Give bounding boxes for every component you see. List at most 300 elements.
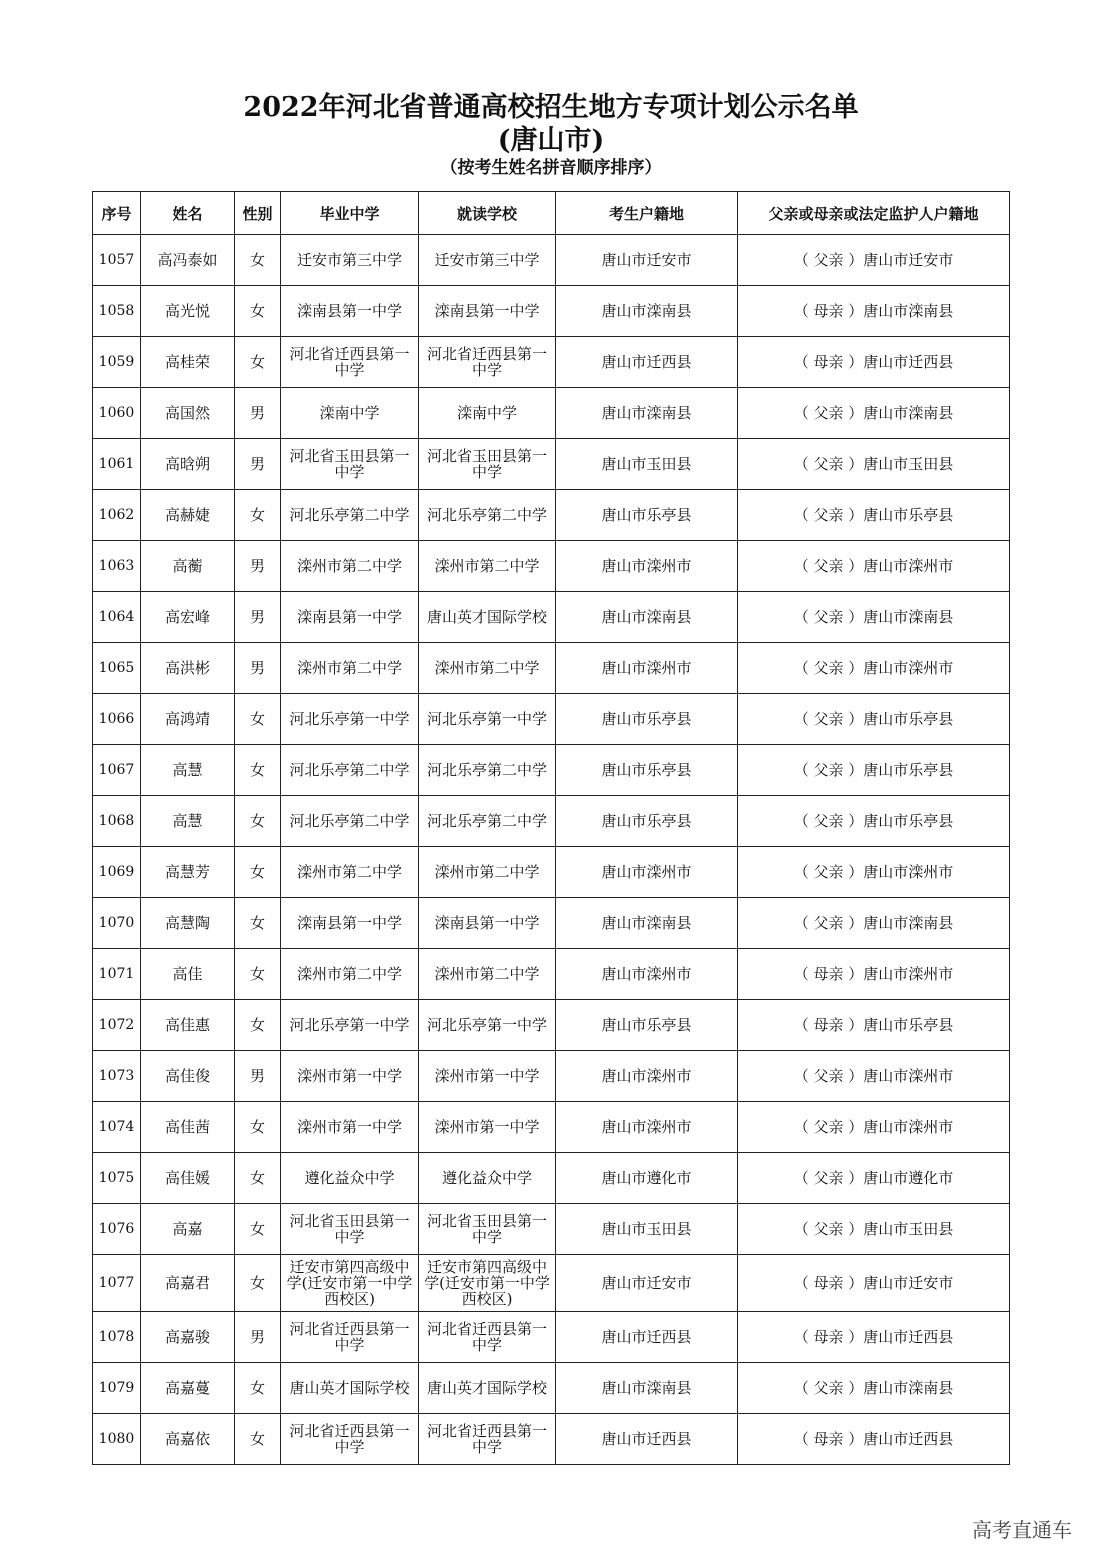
table-row (93, 1000, 1010, 1051)
guardian-residence: 唐山市滦南县 (863, 1379, 954, 1397)
cell-study-school: 河北乐亭第二中学 (419, 490, 556, 541)
guardian-relation: 母亲 (813, 1430, 844, 1448)
guardian-relation: 母亲 (813, 353, 844, 371)
guardian-residence: 唐山市迁西县 (863, 353, 954, 371)
cell-residence: 唐山市迁西县 (556, 337, 738, 388)
cell-no: 1060 (93, 388, 141, 439)
paren-close: ） (843, 710, 864, 728)
paren-open: （ (793, 455, 814, 473)
cell-gender: 女 (235, 949, 281, 1000)
cell-no: 1080 (93, 1414, 141, 1465)
paren-open: （ (793, 1118, 814, 1136)
cell-grad-school: 河北乐亭第一中学 (281, 694, 419, 745)
cell-guardian-residence (738, 541, 1010, 592)
guardian-relation: 父亲 (813, 1220, 844, 1238)
cell-gender: 男 (235, 1051, 281, 1102)
paren-open: （ (793, 965, 814, 983)
cell-study-school: 河北省迁西县第一中学 (419, 1414, 556, 1465)
cell-no: 1070 (93, 898, 141, 949)
cell-grad-school: 迁安市第三中学 (281, 235, 419, 286)
cell-residence: 唐山市乐亭县 (556, 745, 738, 796)
cell-name: 高慧 (141, 796, 235, 847)
cell-guardian-residence (738, 949, 1010, 1000)
table-row (93, 1051, 1010, 1102)
cell-gender: 男 (235, 643, 281, 694)
cell-name: 高佳俊 (141, 1051, 235, 1102)
cell-no: 1076 (93, 1204, 141, 1255)
guardian-residence: 唐山市滦州市 (863, 965, 954, 983)
guardian-residence: 唐山市滦南县 (863, 302, 954, 320)
paren-open: （ (793, 251, 814, 269)
cell-guardian-residence (738, 1414, 1010, 1465)
paren-close: ） (843, 1274, 864, 1292)
header-grad-school: 毕业中学 (281, 192, 419, 235)
cell-residence: 唐山市乐亭县 (556, 490, 738, 541)
cell-grad-school: 滦州市第二中学 (281, 847, 419, 898)
guardian-residence: 唐山市滦南县 (863, 608, 954, 626)
paren-close: ） (843, 812, 864, 830)
cell-gender: 女 (235, 1363, 281, 1414)
cell-name: 高嘉 (141, 1204, 235, 1255)
cell-grad-school: 河北省迁西县第一中学 (281, 337, 419, 388)
guardian-relation: 父亲 (813, 404, 844, 422)
cell-name: 高嘉骏 (141, 1312, 235, 1363)
cell-study-school: 滦州市第一中学 (419, 1051, 556, 1102)
cell-name: 高嘉依 (141, 1414, 235, 1465)
cell-gender: 女 (235, 1102, 281, 1153)
paren-close: ） (843, 608, 864, 626)
cell-study-school: 滦南中学 (419, 388, 556, 439)
cell-study-school: 滦州市第二中学 (419, 643, 556, 694)
cell-study-school: 滦州市第二中学 (419, 949, 556, 1000)
paren-open: （ (793, 1328, 814, 1346)
guardian-relation: 父亲 (813, 1118, 844, 1136)
cell-residence: 唐山市滦州市 (556, 1051, 738, 1102)
cell-study-school: 滦州市第一中学 (419, 1102, 556, 1153)
paren-close: ） (843, 404, 864, 422)
cell-grad-school: 滦南县第一中学 (281, 592, 419, 643)
cell-grad-school: 唐山英才国际学校 (281, 1363, 419, 1414)
table-row (93, 1153, 1010, 1204)
paren-open: （ (793, 404, 814, 422)
cell-study-school: 河北乐亭第二中学 (419, 745, 556, 796)
guardian-relation: 母亲 (813, 302, 844, 320)
table-row (93, 694, 1010, 745)
cell-grad-school: 河北乐亭第二中学 (281, 490, 419, 541)
cell-name: 高佳惠 (141, 1000, 235, 1051)
cell-guardian-residence (738, 439, 1010, 490)
cell-residence: 唐山市滦州市 (556, 1102, 738, 1153)
table-row (93, 1312, 1010, 1363)
guardian-residence: 唐山市乐亭县 (863, 761, 954, 779)
cell-guardian-residence (738, 643, 1010, 694)
cell-no: 1072 (93, 1000, 141, 1051)
paren-open: （ (793, 506, 814, 524)
table-row (93, 1255, 1010, 1312)
cell-study-school: 滦南县第一中学 (419, 898, 556, 949)
paren-open: （ (793, 710, 814, 728)
paren-close: ） (843, 557, 864, 575)
paren-close: ） (843, 1430, 864, 1448)
table-row (93, 643, 1010, 694)
header-gender: 性别 (235, 192, 281, 235)
guardian-relation: 父亲 (813, 1169, 844, 1187)
cell-name: 高嘉蔓 (141, 1363, 235, 1414)
guardian-relation: 父亲 (813, 1379, 844, 1397)
cell-no: 1063 (93, 541, 141, 592)
guardian-relation: 父亲 (813, 761, 844, 779)
cell-residence: 唐山市滦南县 (556, 1363, 738, 1414)
table-row (93, 337, 1010, 388)
cell-gender: 男 (235, 439, 281, 490)
cell-gender: 男 (235, 592, 281, 643)
cell-name: 高光悦 (141, 286, 235, 337)
cell-name: 高嘉君 (141, 1255, 235, 1312)
cell-name: 高桂荣 (141, 337, 235, 388)
cell-no: 1069 (93, 847, 141, 898)
cell-residence: 唐山市遵化市 (556, 1153, 738, 1204)
cell-residence: 唐山市滦南县 (556, 286, 738, 337)
guardian-relation: 母亲 (813, 965, 844, 983)
paren-open: （ (793, 1430, 814, 1448)
cell-residence: 唐山市玉田县 (556, 1204, 738, 1255)
cell-grad-school: 滦州市第一中学 (281, 1102, 419, 1153)
cell-gender: 女 (235, 286, 281, 337)
cell-guardian-residence (738, 745, 1010, 796)
cell-residence: 唐山市迁西县 (556, 1312, 738, 1363)
cell-grad-school: 滦州市第一中学 (281, 1051, 419, 1102)
paren-close: ） (843, 1118, 864, 1136)
cell-no: 1066 (93, 694, 141, 745)
guardian-residence: 唐山市乐亭县 (863, 506, 954, 524)
page-subtitle-city: (唐山市) (497, 125, 605, 156)
cell-study-school: 河北乐亭第一中学 (419, 1000, 556, 1051)
guardian-relation: 父亲 (813, 506, 844, 524)
paren-open: （ (793, 863, 814, 881)
cell-no: 1058 (93, 286, 141, 337)
cell-gender: 女 (235, 1153, 281, 1204)
paren-open: （ (793, 608, 814, 626)
guardian-residence: 唐山市迁西县 (863, 1328, 954, 1346)
cell-grad-school: 河北省玉田县第一中学 (281, 439, 419, 490)
cell-no: 1074 (93, 1102, 141, 1153)
guardian-relation: 父亲 (813, 455, 844, 473)
cell-gender: 男 (235, 541, 281, 592)
cell-guardian-residence (738, 1312, 1010, 1363)
guardian-residence: 唐山市滦南县 (863, 404, 954, 422)
cell-residence: 唐山市滦州市 (556, 847, 738, 898)
table-header-row (93, 192, 1010, 235)
cell-no: 1073 (93, 1051, 141, 1102)
cell-no: 1059 (93, 337, 141, 388)
cell-grad-school: 河北省玉田县第一中学 (281, 1204, 419, 1255)
cell-name: 高赫婕 (141, 490, 235, 541)
cell-no: 1061 (93, 439, 141, 490)
table-row (93, 388, 1010, 439)
cell-study-school: 迁安市第四高级中学(迁安市第一中学西校区) (419, 1255, 556, 1312)
cell-name: 高蘅 (141, 541, 235, 592)
cell-name: 高慧芳 (141, 847, 235, 898)
cell-guardian-residence (738, 1000, 1010, 1051)
cell-gender: 男 (235, 1312, 281, 1363)
cell-no: 1062 (93, 490, 141, 541)
cell-no: 1067 (93, 745, 141, 796)
paren-open: （ (793, 1379, 814, 1397)
cell-gender: 女 (235, 745, 281, 796)
paren-close: ） (843, 1067, 864, 1085)
cell-name: 高宏峰 (141, 592, 235, 643)
cell-guardian-residence (738, 286, 1010, 337)
cell-gender: 女 (235, 796, 281, 847)
guardian-residence: 唐山市玉田县 (863, 455, 954, 473)
cell-study-school: 河北省迁西县第一中学 (419, 337, 556, 388)
cell-no: 1068 (93, 796, 141, 847)
cell-no: 1078 (93, 1312, 141, 1363)
cell-grad-school: 滦南中学 (281, 388, 419, 439)
cell-guardian-residence (738, 235, 1010, 286)
paren-close: ） (843, 1379, 864, 1397)
cell-residence: 唐山市乐亭县 (556, 1000, 738, 1051)
cell-grad-school: 滦南县第一中学 (281, 286, 419, 337)
table-row (93, 541, 1010, 592)
cell-study-school: 滦州市第二中学 (419, 541, 556, 592)
cell-no: 1064 (93, 592, 141, 643)
paren-open: （ (793, 557, 814, 575)
cell-study-school: 唐山英才国际学校 (419, 1363, 556, 1414)
guardian-relation: 父亲 (813, 863, 844, 881)
table-row (93, 1363, 1010, 1414)
cell-study-school: 滦州市第二中学 (419, 847, 556, 898)
paren-close: ） (843, 251, 864, 269)
cell-grad-school: 滦州市第二中学 (281, 949, 419, 1000)
cell-residence: 唐山市滦南县 (556, 388, 738, 439)
paren-close: ） (843, 302, 864, 320)
guardian-residence: 唐山市迁安市 (863, 1274, 954, 1292)
cell-study-school: 河北省玉田县第一中学 (419, 439, 556, 490)
cell-study-school: 唐山英才国际学校 (419, 592, 556, 643)
paren-close: ） (843, 506, 864, 524)
guardian-residence: 唐山市滦州市 (863, 1067, 954, 1085)
cell-grad-school: 河北省迁西县第一中学 (281, 1414, 419, 1465)
guardian-residence: 唐山市滦南县 (863, 914, 954, 932)
paren-close: ） (843, 761, 864, 779)
paren-open: （ (793, 1016, 814, 1034)
cell-study-school: 遵化益众中学 (419, 1153, 556, 1204)
guardian-relation: 父亲 (813, 1067, 844, 1085)
cell-no: 1079 (93, 1363, 141, 1414)
guardian-relation: 父亲 (813, 659, 844, 677)
table-row (93, 847, 1010, 898)
cell-gender: 女 (235, 847, 281, 898)
paren-close: ） (843, 965, 864, 983)
table-row (93, 745, 1010, 796)
header-no: 序号 (93, 192, 141, 235)
watermark: 高考直通车 (972, 1518, 1072, 1542)
guardian-relation: 母亲 (813, 1328, 844, 1346)
page-title: 2022年河北省普通高校招生地方专项计划公示名单 (243, 92, 859, 123)
cell-residence: 唐山市滦州市 (556, 643, 738, 694)
paren-close: ） (843, 1328, 864, 1346)
cell-guardian-residence (738, 1204, 1010, 1255)
table-row (93, 235, 1010, 286)
cell-gender: 女 (235, 1414, 281, 1465)
guardian-relation: 父亲 (813, 608, 844, 626)
guardian-relation: 母亲 (813, 1274, 844, 1292)
guardian-residence: 唐山市乐亭县 (863, 710, 954, 728)
table-row (93, 592, 1010, 643)
guardian-residence: 唐山市迁西县 (863, 1430, 954, 1448)
paren-open: （ (793, 353, 814, 371)
table-row (93, 490, 1010, 541)
cell-grad-school: 滦南县第一中学 (281, 898, 419, 949)
paren-close: ） (843, 914, 864, 932)
guardian-relation: 父亲 (813, 251, 844, 269)
table-row (93, 1204, 1010, 1255)
guardian-residence: 唐山市迁安市 (863, 251, 954, 269)
cell-guardian-residence (738, 847, 1010, 898)
cell-residence: 唐山市滦南县 (556, 898, 738, 949)
cell-grad-school: 遵化益众中学 (281, 1153, 419, 1204)
cell-residence: 唐山市滦南县 (556, 592, 738, 643)
cell-residence: 唐山市迁安市 (556, 235, 738, 286)
cell-study-school: 河北省玉田县第一中学 (419, 1204, 556, 1255)
cell-name: 高鸿靖 (141, 694, 235, 745)
cell-guardian-residence (738, 592, 1010, 643)
guardian-relation: 父亲 (813, 710, 844, 728)
paren-close: ） (843, 455, 864, 473)
cell-guardian-residence (738, 1255, 1010, 1312)
guardian-residence: 唐山市乐亭县 (863, 812, 954, 830)
cell-name: 高慧 (141, 745, 235, 796)
guardian-residence: 唐山市滦州市 (863, 863, 954, 881)
cell-guardian-residence (738, 1363, 1010, 1414)
paren-close: ） (843, 353, 864, 371)
cell-guardian-residence (738, 796, 1010, 847)
paren-open: （ (793, 1169, 814, 1187)
guardian-relation: 父亲 (813, 557, 844, 575)
table-row (93, 796, 1010, 847)
table-row (93, 1102, 1010, 1153)
cell-residence: 唐山市滦州市 (556, 949, 738, 1000)
cell-guardian-residence (738, 388, 1010, 439)
cell-residence: 唐山市乐亭县 (556, 694, 738, 745)
cell-gender: 女 (235, 1000, 281, 1051)
cell-grad-school: 迁安市第四高级中学(迁安市第一中学西校区) (281, 1255, 419, 1312)
guardian-residence: 唐山市滦州市 (863, 1118, 954, 1136)
cell-study-school: 河北乐亭第二中学 (419, 796, 556, 847)
table-row (93, 1414, 1010, 1465)
header-guardian-residence: 父亲或母亲或法定监护人户籍地 (738, 192, 1010, 235)
cell-grad-school: 滦州市第二中学 (281, 643, 419, 694)
cell-guardian-residence (738, 898, 1010, 949)
guardian-relation: 父亲 (813, 914, 844, 932)
cell-guardian-residence (738, 1153, 1010, 1204)
paren-open: （ (793, 659, 814, 677)
cell-study-school: 河北省迁西县第一中学 (419, 1312, 556, 1363)
table-row (93, 949, 1010, 1000)
guardian-residence: 唐山市乐亭县 (863, 1016, 954, 1034)
cell-guardian-residence (738, 490, 1010, 541)
cell-grad-school: 河北省迁西县第一中学 (281, 1312, 419, 1363)
cell-gender: 女 (235, 337, 281, 388)
cell-grad-school: 河北乐亭第二中学 (281, 796, 419, 847)
paren-close: ） (843, 1016, 864, 1034)
cell-residence: 唐山市迁西县 (556, 1414, 738, 1465)
roster-table (92, 191, 1010, 1465)
guardian-residence: 唐山市滦州市 (863, 557, 954, 575)
paren-close: ） (843, 1169, 864, 1187)
cell-study-school: 迁安市第三中学 (419, 235, 556, 286)
cell-name: 高佳 (141, 949, 235, 1000)
paren-close: ） (843, 659, 864, 677)
cell-name: 高冯泰如 (141, 235, 235, 286)
cell-residence: 唐山市玉田县 (556, 439, 738, 490)
paren-open: （ (793, 1067, 814, 1085)
header-residence: 考生户籍地 (556, 192, 738, 235)
table-row (93, 286, 1010, 337)
cell-name: 高国然 (141, 388, 235, 439)
cell-grad-school: 河北乐亭第一中学 (281, 1000, 419, 1051)
paren-open: （ (793, 812, 814, 830)
cell-guardian-residence (738, 1051, 1010, 1102)
cell-no: 1077 (93, 1255, 141, 1312)
cell-residence: 唐山市迁安市 (556, 1255, 738, 1312)
paren-close: ） (843, 863, 864, 881)
table-row (93, 898, 1010, 949)
cell-no: 1065 (93, 643, 141, 694)
cell-no: 1075 (93, 1153, 141, 1204)
paren-open: （ (793, 761, 814, 779)
cell-name: 高洪彬 (141, 643, 235, 694)
cell-gender: 女 (235, 694, 281, 745)
paren-open: （ (793, 302, 814, 320)
cell-grad-school: 滦州市第二中学 (281, 541, 419, 592)
guardian-relation: 母亲 (813, 1016, 844, 1034)
paren-open: （ (793, 1274, 814, 1292)
cell-residence: 唐山市乐亭县 (556, 796, 738, 847)
cell-gender: 女 (235, 235, 281, 286)
cell-study-school: 滦南县第一中学 (419, 286, 556, 337)
cell-gender: 女 (235, 1204, 281, 1255)
cell-gender: 女 (235, 1255, 281, 1312)
cell-residence: 唐山市滦州市 (556, 541, 738, 592)
cell-gender: 男 (235, 388, 281, 439)
header-name: 姓名 (141, 192, 235, 235)
table-row (93, 439, 1010, 490)
cell-name: 高佳茜 (141, 1102, 235, 1153)
header-study-school: 就读学校 (419, 192, 556, 235)
cell-name: 高晗朔 (141, 439, 235, 490)
cell-gender: 女 (235, 898, 281, 949)
paren-open: （ (793, 1220, 814, 1238)
cell-name: 高佳媛 (141, 1153, 235, 1204)
page-sort-note: （按考生姓名拼音顺序排序） (440, 158, 662, 178)
guardian-residence: 唐山市滦州市 (863, 659, 954, 677)
paren-open: （ (793, 914, 814, 932)
cell-guardian-residence (738, 1102, 1010, 1153)
paren-close: ） (843, 1220, 864, 1238)
guardian-residence: 唐山市遵化市 (863, 1169, 954, 1187)
guardian-relation: 父亲 (813, 812, 844, 830)
cell-study-school: 河北乐亭第一中学 (419, 694, 556, 745)
cell-no: 1071 (93, 949, 141, 1000)
cell-guardian-residence (738, 694, 1010, 745)
cell-name: 高慧陶 (141, 898, 235, 949)
guardian-residence: 唐山市玉田县 (863, 1220, 954, 1238)
cell-grad-school: 河北乐亭第二中学 (281, 745, 419, 796)
cell-guardian-residence (738, 337, 1010, 388)
cell-no: 1057 (93, 235, 141, 286)
